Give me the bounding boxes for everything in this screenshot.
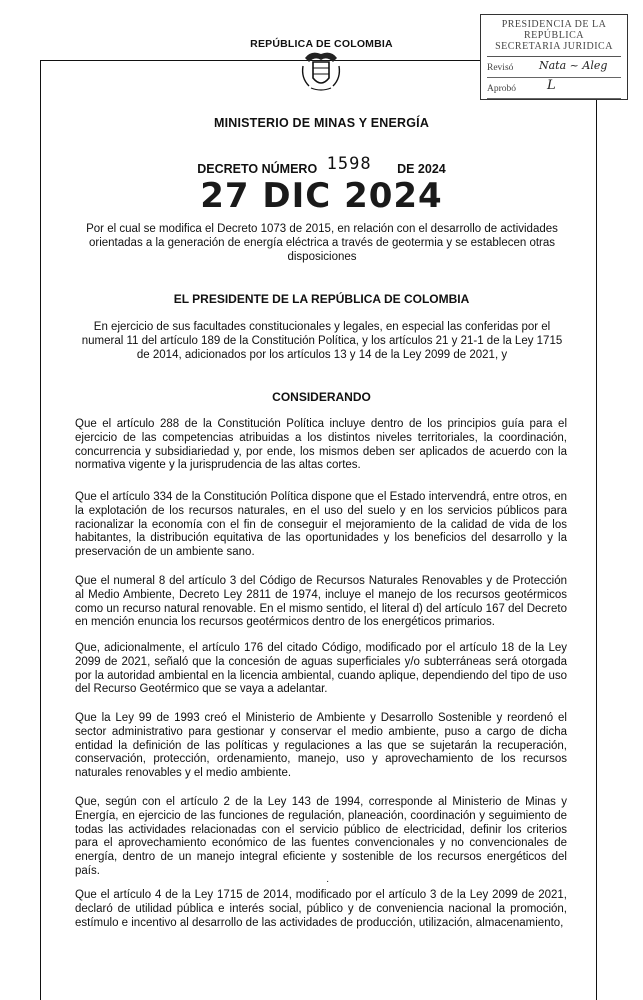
reviewer-signature: Nata ~ Aleg: [539, 59, 608, 72]
country-header: REPÚBLICA DE COLOMBIA: [250, 38, 393, 50]
decree-year: DE 2024: [397, 162, 446, 176]
decree-number: 1598: [326, 154, 372, 174]
ministry-title: MINISTERIO DE MINAS Y ENERGÍA: [213, 116, 430, 130]
approver-signature: L: [547, 78, 556, 93]
considering-paragraph-3: Que el numeral 8 del artículo 3 del Código de Recursos Naturales Renovables y de Protección al Medio Ambiente, Decreto Ley 2811 de 1974, incluye el manejo de los recursos geotérmicos como un recurso natural renovable. En el mismo sentido, el literal d) del artículo 167 del Decreto en mención enuncia los recursos geotérmicos dentro de los energéticos primarios.: [75, 575, 567, 629]
decree-number-line: [0, 154, 643, 178]
considering-paragraph-2: Que el artículo 334 de la Constitución Política dispone que el Estado intervendrá, entre otros, en la explotación de los recursos naturales, en el uso del suelo y en los servicios públicos para racionalizar la economía con el fin de conseguir el mejoramiento de la calidad de vida de los habitantes, la distribución equitativa de las oportunidades y los beneficios del desarrollo y la preservación de un ambiente sano.: [75, 491, 567, 559]
considering-paragraph-4: Que, adicionalmente, el artículo 176 del citado Código, modificado por el artículo 18 de la Ley 2099 de 2021, señaló que la concesión de aguas superficiales y/o subterráneas será otorgada por la autoridad ambiental en la licencia ambiental, cuando aplique, dependiendo del tipo de uso del Recurso Geotérmico que se vaya a adelantar.: [75, 642, 567, 696]
stamp-approved-label: Aprobó: [487, 84, 517, 94]
president-heading: EL PRESIDENTE DE LA REPÚBLICA DE COLOMBIA: [173, 292, 470, 306]
stamp-reviewed-row: [487, 59, 621, 78]
scan-dot: ·: [326, 876, 330, 887]
stamp-approved-row: [487, 78, 621, 99]
considering-paragraph-5: Que la Ley 99 de 1993 creó el Ministerio de Ambiente y Desarrollo Sostenible y reordenó el sector administrativo para gestionar y conservar el medio ambiente, puso a cargo de dicha entidad la definición de las políticas y regulaciones a las que se sujetarán la recuperación, conservación, protección, ordenamiento, manejo, uso y aprovechamiento de los recursos naturales renovables y el medio ambiente.: [75, 712, 567, 780]
considering-paragraph-7: Que el artículo 4 de la Ley 1715 de 2014, modificado por el artículo 3 de la Ley 2099 de 2021, declaró de utilidad pública e interés social, público y de conveniencia nacional la promoción, estímulo e incentivo al desarrollo de las actividades de producción, utilización, almacenamiento,: [75, 889, 567, 929]
legal-review-stamp: [480, 14, 628, 100]
considering-heading: CONSIDERANDO: [272, 390, 371, 404]
powers-paragraph: En ejercicio de sus facultades constitucionales y legales, en especial las conferidas por el numeral 11 del artículo 189 de la Constitución Política, y los artículos 21 y 21-1 de la Ley 1715 de 2014, adicionados por los artículos 13 y 14 de la Ley 2099 de 2021, y: [81, 321, 563, 361]
decree-summary: Por el cual se modifica el Decreto 1073 de 2015, en relación con el desarrollo de actividades orientadas a la generación de energía eléctrica a través de geotermia y se establecen otras disposiciones: [86, 223, 558, 263]
stamp-title: PRESIDENCIA DE LA REPÚBLICA: [501, 19, 607, 41]
decree-date-stamp: 27 DIC 2024: [200, 176, 443, 216]
stamp-reviewed-label: Revisó: [487, 63, 514, 73]
stamp-subtitle: SECRETARIA JURIDICA: [487, 41, 621, 57]
decree-label: DECRETO NÚMERO: [197, 162, 318, 176]
coat-of-arms-icon: [297, 48, 345, 94]
considering-paragraph-1: Que el artículo 288 de la Constitución Política incluye dentro de los principios guía para el ejercicio de las competencias atribuidas a los distintos niveles territoriales, la coordinación, concurrencia y subsidiariedad y, por ende, los mismos deben ser aplicados de acuerdo con la normativa vigente y la jurisprudencia de las altas cortes.: [75, 418, 567, 472]
considering-paragraph-6: Que, según con el artículo 2 de la Ley 143 de 1994, corresponde al Ministerio de Minas y Energía, en ejercicio de las funciones de regulación, planeación, coordinación y seguimiento de todas las actividades relacionadas con el servicio público de electricidad, definir los criterios para el aprovechamiento económico de las fuentes convencionales y no convencionales de energía, dentro de un manejo integral eficiente y sostenible de los recursos energéticos del país.: [75, 796, 567, 877]
